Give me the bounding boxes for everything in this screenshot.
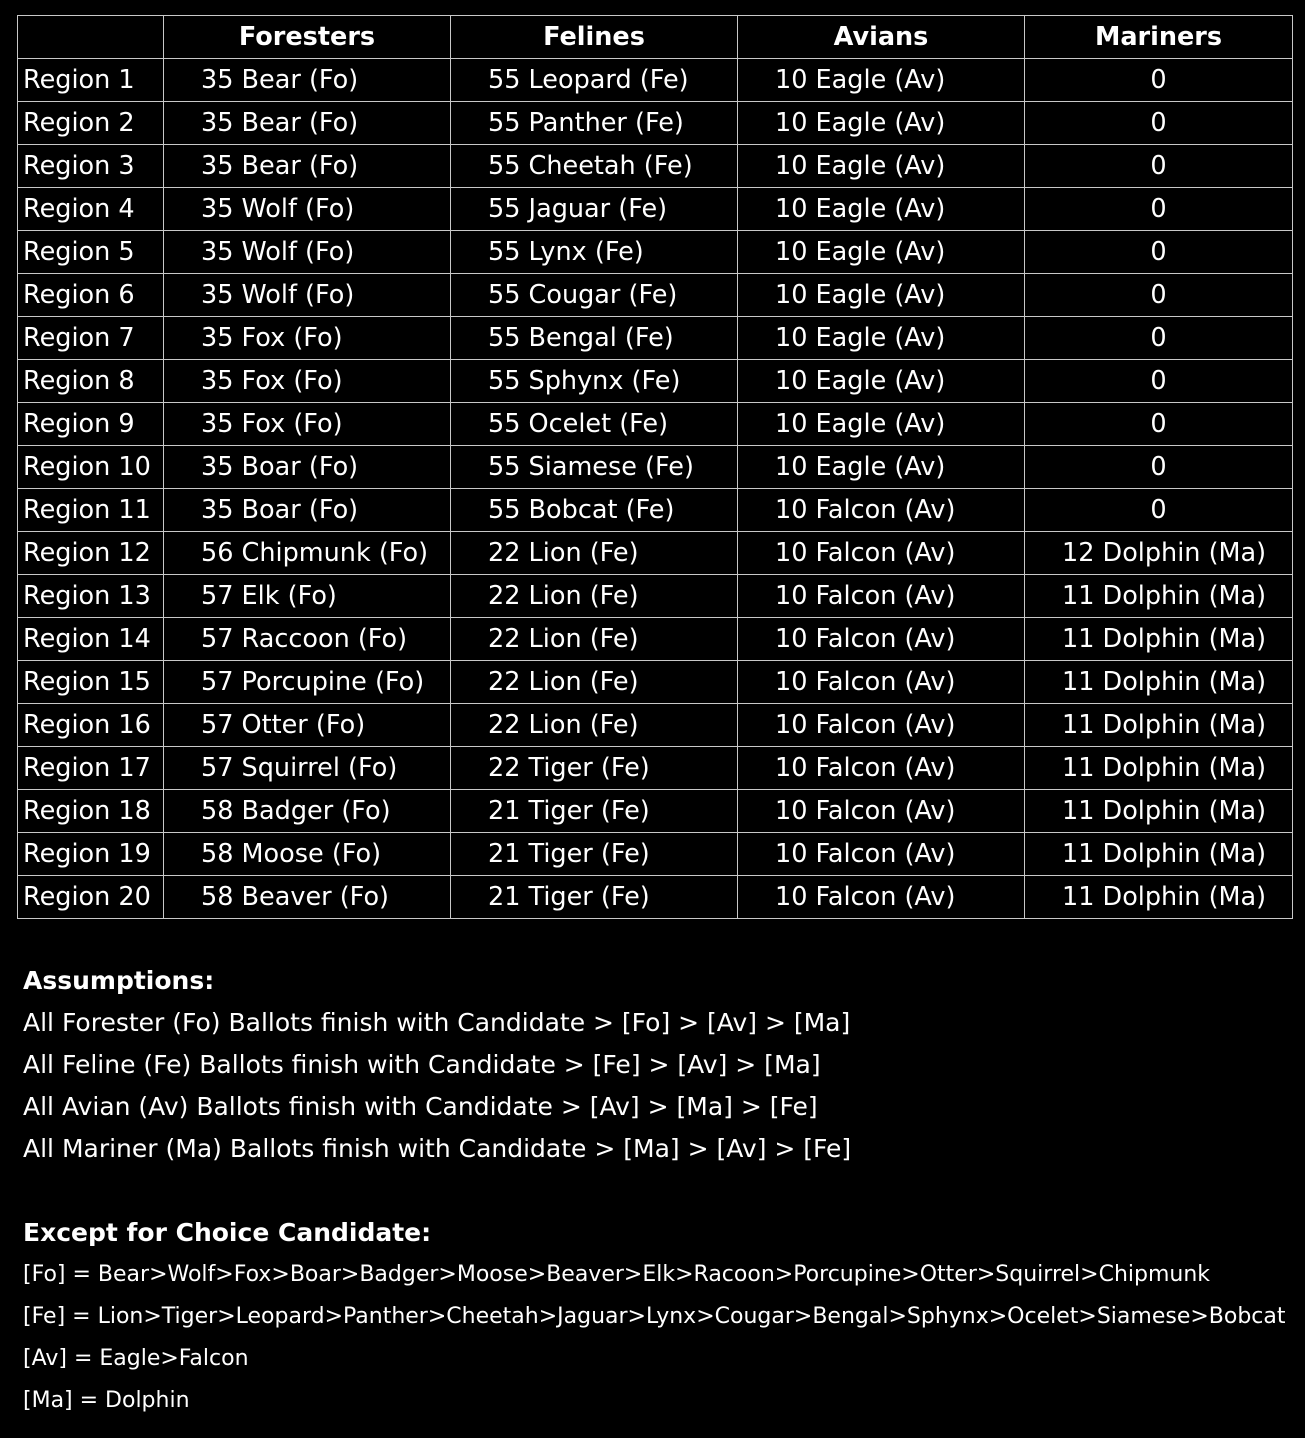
foresters-cell: 57 Porcupine (Fo) <box>164 661 451 704</box>
table-row <box>18 489 1293 532</box>
avians-cell: 10 Eagle (Av) <box>738 231 1025 274</box>
felines-cell: 22 Lion (Fe) <box>451 704 738 747</box>
felines-cell: 55 Ocelet (Fe) <box>451 403 738 446</box>
table-row <box>18 188 1293 231</box>
table-row <box>18 532 1293 575</box>
foresters-cell: 35 Bear (Fo) <box>164 102 451 145</box>
region-cell: Region 14 <box>18 618 164 661</box>
foresters-cell: 58 Moose (Fo) <box>164 833 451 876</box>
mariners-cell: 11 Dolphin (Ma) <box>1025 790 1293 833</box>
region-cell: Region 1 <box>18 59 164 102</box>
felines-cell: 22 Lion (Fe) <box>451 618 738 661</box>
avians-cell: 10 Eagle (Av) <box>738 188 1025 231</box>
avians-cell: 10 Falcon (Av) <box>738 532 1025 575</box>
foresters-cell: 58 Badger (Fo) <box>164 790 451 833</box>
felines-cell: 22 Lion (Fe) <box>451 532 738 575</box>
table-row <box>18 790 1293 833</box>
table-row <box>18 102 1293 145</box>
table-row <box>18 833 1293 876</box>
mariners-cell: 12 Dolphin (Ma) <box>1025 532 1293 575</box>
felines-cell: 21 Tiger (Fe) <box>451 833 738 876</box>
mariners-cell: 0 <box>1025 317 1293 360</box>
foresters-cell: 57 Squirrel (Fo) <box>164 747 451 790</box>
exceptions-heading: Except for Choice Candidate: <box>23 1218 432 1247</box>
exception-line-mariner: [Ma] = Dolphin <box>23 1388 190 1413</box>
avians-cell: 10 Falcon (Av) <box>738 790 1025 833</box>
felines-cell: 55 Bengal (Fe) <box>451 317 738 360</box>
avians-cell: 10 Falcon (Av) <box>738 747 1025 790</box>
foresters-cell: 35 Boar (Fo) <box>164 446 451 489</box>
foresters-cell: 35 Wolf (Fo) <box>164 274 451 317</box>
region-cell: Region 8 <box>18 360 164 403</box>
region-cell: Region 9 <box>18 403 164 446</box>
table-row <box>18 618 1293 661</box>
table-row <box>18 317 1293 360</box>
header-felines: Felines <box>451 16 738 59</box>
foresters-cell: 35 Wolf (Fo) <box>164 231 451 274</box>
region-cell: Region 12 <box>18 532 164 575</box>
felines-cell: 21 Tiger (Fe) <box>451 876 738 919</box>
foresters-cell: 35 Bear (Fo) <box>164 59 451 102</box>
felines-cell: 55 Cheetah (Fe) <box>451 145 738 188</box>
foresters-cell: 35 Fox (Fo) <box>164 360 451 403</box>
mariners-cell: 0 <box>1025 274 1293 317</box>
foresters-cell: 35 Wolf (Fo) <box>164 188 451 231</box>
exception-line-forester: [Fo] = Bear>Wolf>Fox>Boar>Badger>Moose>Beaver>Elk>Racoon>Porcupine>Otter>Squirrel>Chipmunk <box>23 1262 1211 1287</box>
avians-cell: 10 Falcon (Av) <box>738 876 1025 919</box>
avians-cell: 10 Eagle (Av) <box>738 360 1025 403</box>
exception-line-avian: [Av] = Eagle>Falcon <box>23 1346 249 1371</box>
mariners-cell: 0 <box>1025 489 1293 532</box>
region-cell: Region 5 <box>18 231 164 274</box>
region-vote-table <box>17 15 1293 919</box>
mariners-cell: 0 <box>1025 188 1293 231</box>
avians-cell: 10 Falcon (Av) <box>738 833 1025 876</box>
mariners-cell: 11 Dolphin (Ma) <box>1025 661 1293 704</box>
region-cell: Region 16 <box>18 704 164 747</box>
felines-cell: 55 Bobcat (Fe) <box>451 489 738 532</box>
mariners-cell: 11 Dolphin (Ma) <box>1025 876 1293 919</box>
felines-cell: 55 Leopard (Fe) <box>451 59 738 102</box>
region-cell: Region 2 <box>18 102 164 145</box>
mariners-cell: 11 Dolphin (Ma) <box>1025 575 1293 618</box>
region-cell: Region 10 <box>18 446 164 489</box>
mariners-cell: 11 Dolphin (Ma) <box>1025 704 1293 747</box>
avians-cell: 10 Eagle (Av) <box>738 317 1025 360</box>
region-cell: Region 15 <box>18 661 164 704</box>
mariners-cell: 0 <box>1025 59 1293 102</box>
foresters-cell: 57 Otter (Fo) <box>164 704 451 747</box>
avians-cell: 10 Eagle (Av) <box>738 59 1025 102</box>
table-row <box>18 403 1293 446</box>
felines-cell: 21 Tiger (Fe) <box>451 790 738 833</box>
avians-cell: 10 Falcon (Av) <box>738 704 1025 747</box>
avians-cell: 10 Eagle (Av) <box>738 403 1025 446</box>
avians-cell: 10 Eagle (Av) <box>738 102 1025 145</box>
region-cell: Region 17 <box>18 747 164 790</box>
region-cell: Region 19 <box>18 833 164 876</box>
notes-spacer <box>23 1170 1283 1212</box>
region-cell: Region 13 <box>18 575 164 618</box>
table-row <box>18 704 1293 747</box>
foresters-cell: 57 Elk (Fo) <box>164 575 451 618</box>
mariners-cell: 11 Dolphin (Ma) <box>1025 833 1293 876</box>
region-cell: Region 20 <box>18 876 164 919</box>
table-row <box>18 446 1293 489</box>
mariners-cell: 0 <box>1025 446 1293 489</box>
header-mariners: Mariners <box>1025 16 1293 59</box>
felines-cell: 55 Cougar (Fe) <box>451 274 738 317</box>
foresters-cell: 35 Boar (Fo) <box>164 489 451 532</box>
avians-cell: 10 Eagle (Av) <box>738 446 1025 489</box>
table-row <box>18 274 1293 317</box>
mariners-cell: 0 <box>1025 231 1293 274</box>
region-cell: Region 3 <box>18 145 164 188</box>
table-body <box>18 59 1293 919</box>
avians-cell: 10 Falcon (Av) <box>738 575 1025 618</box>
region-cell: Region 11 <box>18 489 164 532</box>
mariners-cell: 0 <box>1025 102 1293 145</box>
table-row <box>18 575 1293 618</box>
notes-section <box>23 960 1286 1422</box>
felines-cell: 55 Sphynx (Fe) <box>451 360 738 403</box>
assumption-line-forester: All Forester (Fo) Ballots finish with Candidate > [Fo] > [Av] > [Ma] <box>23 1008 851 1037</box>
foresters-cell: 35 Fox (Fo) <box>164 317 451 360</box>
foresters-cell: 35 Bear (Fo) <box>164 145 451 188</box>
table-row <box>18 59 1293 102</box>
region-cell: Region 7 <box>18 317 164 360</box>
mariners-cell: 11 Dolphin (Ma) <box>1025 618 1293 661</box>
avians-cell: 10 Falcon (Av) <box>738 661 1025 704</box>
table-row <box>18 876 1293 919</box>
mariners-cell: 0 <box>1025 403 1293 446</box>
region-cell: Region 6 <box>18 274 164 317</box>
header-corner <box>18 16 164 59</box>
table-row <box>18 145 1293 188</box>
felines-cell: 22 Tiger (Fe) <box>451 747 738 790</box>
header-avians: Avians <box>738 16 1025 59</box>
foresters-cell: 56 Chipmunk (Fo) <box>164 532 451 575</box>
foresters-cell: 57 Raccoon (Fo) <box>164 618 451 661</box>
mariners-cell: 0 <box>1025 145 1293 188</box>
assumptions-heading: Assumptions: <box>23 966 215 995</box>
table-row <box>18 360 1293 403</box>
region-cell: Region 18 <box>18 790 164 833</box>
table-row <box>18 661 1293 704</box>
region-cell: Region 4 <box>18 188 164 231</box>
avians-cell: 10 Falcon (Av) <box>738 618 1025 661</box>
felines-cell: 22 Lion (Fe) <box>451 661 738 704</box>
exception-line-feline: [Fe] = Lion>Tiger>Leopard>Panther>Cheetah>Jaguar>Lynx>Cougar>Bengal>Sphynx>Ocelet>Siamese>Bobcat <box>23 1304 1286 1329</box>
foresters-cell: 35 Fox (Fo) <box>164 403 451 446</box>
header-foresters: Foresters <box>164 16 451 59</box>
mariners-cell: 0 <box>1025 360 1293 403</box>
assumption-line-feline: All Feline (Fe) Ballots finish with Candidate > [Fe] > [Av] > [Ma] <box>23 1050 821 1079</box>
foresters-cell: 58 Beaver (Fo) <box>164 876 451 919</box>
table-row <box>18 747 1293 790</box>
felines-cell: 55 Lynx (Fe) <box>451 231 738 274</box>
assumption-line-avian: All Avian (Av) Ballots finish with Candidate > [Av] > [Ma] > [Fe] <box>23 1092 818 1121</box>
table-header-row <box>18 16 1293 59</box>
table-row <box>18 231 1293 274</box>
assumption-line-mariner: All Mariner (Ma) Ballots finish with Candidate > [Ma] > [Av] > [Fe] <box>23 1134 852 1163</box>
avians-cell: 10 Eagle (Av) <box>738 145 1025 188</box>
felines-cell: 55 Panther (Fe) <box>451 102 738 145</box>
felines-cell: 55 Siamese (Fe) <box>451 446 738 489</box>
avians-cell: 10 Falcon (Av) <box>738 489 1025 532</box>
felines-cell: 55 Jaguar (Fe) <box>451 188 738 231</box>
felines-cell: 22 Lion (Fe) <box>451 575 738 618</box>
avians-cell: 10 Eagle (Av) <box>738 274 1025 317</box>
mariners-cell: 11 Dolphin (Ma) <box>1025 747 1293 790</box>
